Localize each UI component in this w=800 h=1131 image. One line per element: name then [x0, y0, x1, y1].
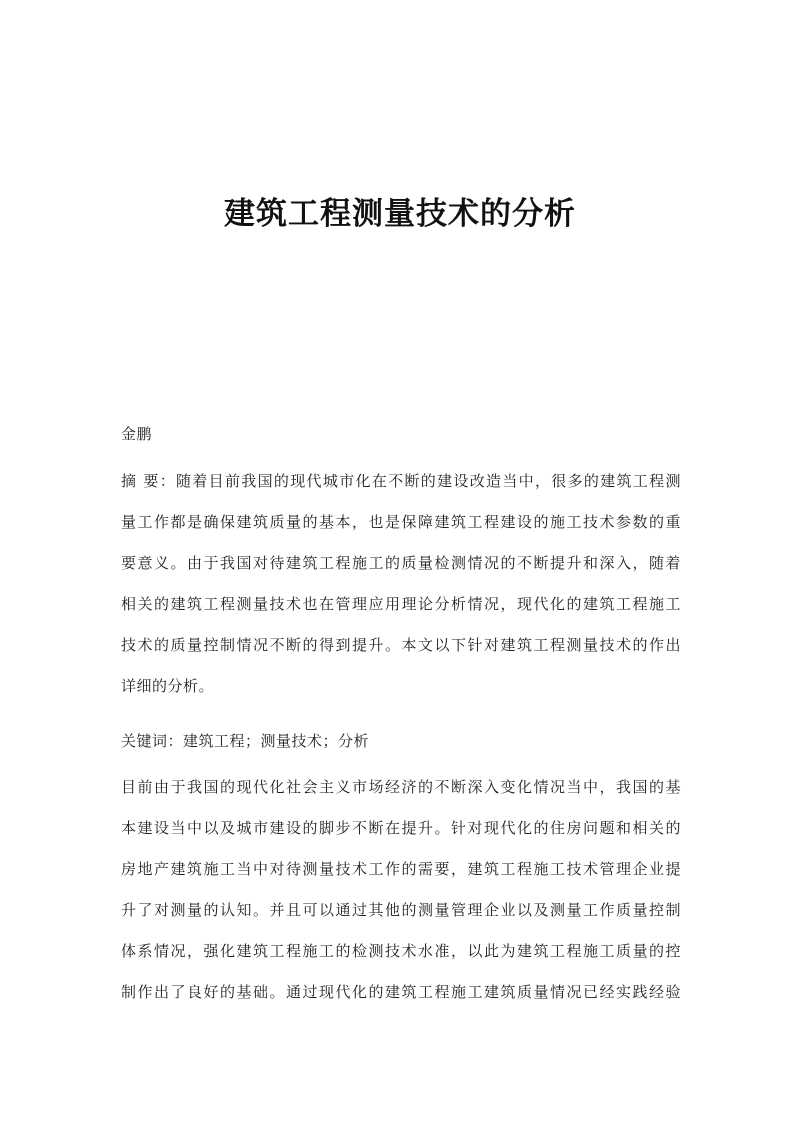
body-line: 制作出了良好的基础。通过现代化的建筑工程施工建筑质量情况已经实践经验 — [121, 983, 681, 1001]
abstract-section — [121, 471, 681, 717]
keywords-section — [121, 731, 681, 751]
body-line: 本建设当中以及城市建设的脚步不断在提升。针对现代化的住房问题和相关的 — [121, 819, 681, 837]
author-line: 金鹏 — [121, 425, 153, 443]
abstract-line: 技术的质量控制情况不断的得到提升。本文以下针对建筑工程测量技术的作出 — [121, 636, 681, 654]
abstract-line: 详细的分析。 — [121, 677, 215, 695]
body-line: 目前由于我国的现代化社会主义市场经济的不断深入变化情况当中，我国的基 — [121, 778, 681, 796]
document-title: 建筑工程测量技术的分析 — [224, 196, 576, 232]
body-paragraph — [121, 777, 681, 1023]
abstract-line: 相关的建筑工程测量技术也在管理应用理论分析情况，现代化的建筑工程施工 — [121, 595, 681, 613]
abstract-line: 量工作都是确保建筑质量的基本，也是保障建筑工程建设的施工技术参数的重 — [121, 513, 681, 531]
body-line: 升了对测量的认知。并且可以通过其他的测量管理企业以及测量工作质量控制 — [121, 901, 681, 919]
author-name — [121, 424, 681, 444]
abstract-line: 要意义。由于我国对待建筑工程施工的质量检测情况的不断提升和深入，随着 — [121, 554, 681, 572]
keywords-line: 关键词：建筑工程；测量技术；分析 — [121, 732, 370, 750]
abstract-line: 摘 要：随着目前我国的现代城市化在不断的建设改造当中，很多的建筑工程测 — [121, 472, 681, 490]
body-line: 体系情况，强化建筑工程施工的检测技术水准，以此为建筑工程施工质量的控 — [121, 942, 681, 960]
body-line: 房地产建筑施工当中对待测量技术工作的需要，建筑工程施工技术管理企业提 — [121, 860, 681, 878]
